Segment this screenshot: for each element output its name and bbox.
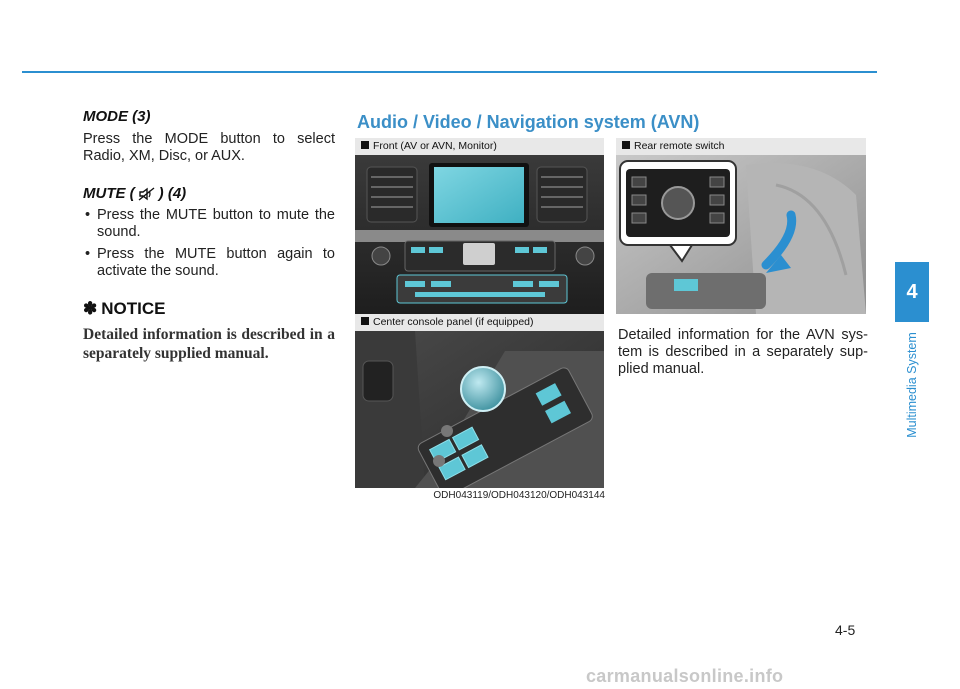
watermark: carmanualsonline.info [586, 666, 784, 686]
mute-heading [83, 185, 335, 202]
notice-title-text: NOTICE [101, 299, 166, 318]
list-item: • Press the MUTE button to mute the sound. [83, 207, 335, 241]
rear-remote-switch-photo [616, 155, 866, 314]
square-bullet-icon [361, 317, 369, 325]
caption-console [355, 314, 604, 331]
caption-front [355, 138, 604, 155]
notice-symbol-icon: ✽ [83, 299, 98, 318]
center-console-photo [355, 331, 604, 488]
chapter-label [895, 330, 929, 440]
top-rule [22, 71, 877, 73]
image-code: ODH043119/ODH043120/ODH043144 [433, 490, 605, 501]
chapter-title: Multimedia System [905, 332, 919, 438]
caption-rear-text: Rear remote switch [634, 140, 725, 152]
mode-heading: MODE (3) [83, 108, 151, 125]
avn-description: Detailed information for the AVN sys-tem is described in a separately sup-plied manual. [618, 327, 868, 377]
left-column [83, 108, 335, 363]
square-bullet-icon [622, 141, 630, 149]
caption-rear [616, 138, 866, 155]
mute-heading-suffix: ) (4) [158, 185, 187, 202]
chapter-tab: 4 [895, 262, 929, 322]
page-number: 4-5 [835, 622, 856, 638]
list-item: • Press the MUTE button again to activate the sound. [83, 246, 335, 280]
mode-text: Press the MODE button to select Radio, XM, Disc, or AUX. [83, 131, 335, 164]
front-dashboard-photo [355, 155, 604, 314]
notice-text: Detailed information is described in a separately supplied manual. [83, 326, 335, 362]
caption-console-text: Center console panel (if equipped) [373, 316, 534, 328]
square-bullet-icon [361, 141, 369, 149]
mute-speaker-icon [138, 187, 156, 201]
mute-bullet-list [83, 207, 335, 280]
mute-heading-prefix: MUTE ( [83, 185, 135, 202]
notice-title [83, 299, 335, 319]
caption-front-text: Front (AV or AVN, Monitor) [373, 140, 497, 152]
section-title: Audio / Video / Navigation system (AVN) [357, 112, 700, 132]
